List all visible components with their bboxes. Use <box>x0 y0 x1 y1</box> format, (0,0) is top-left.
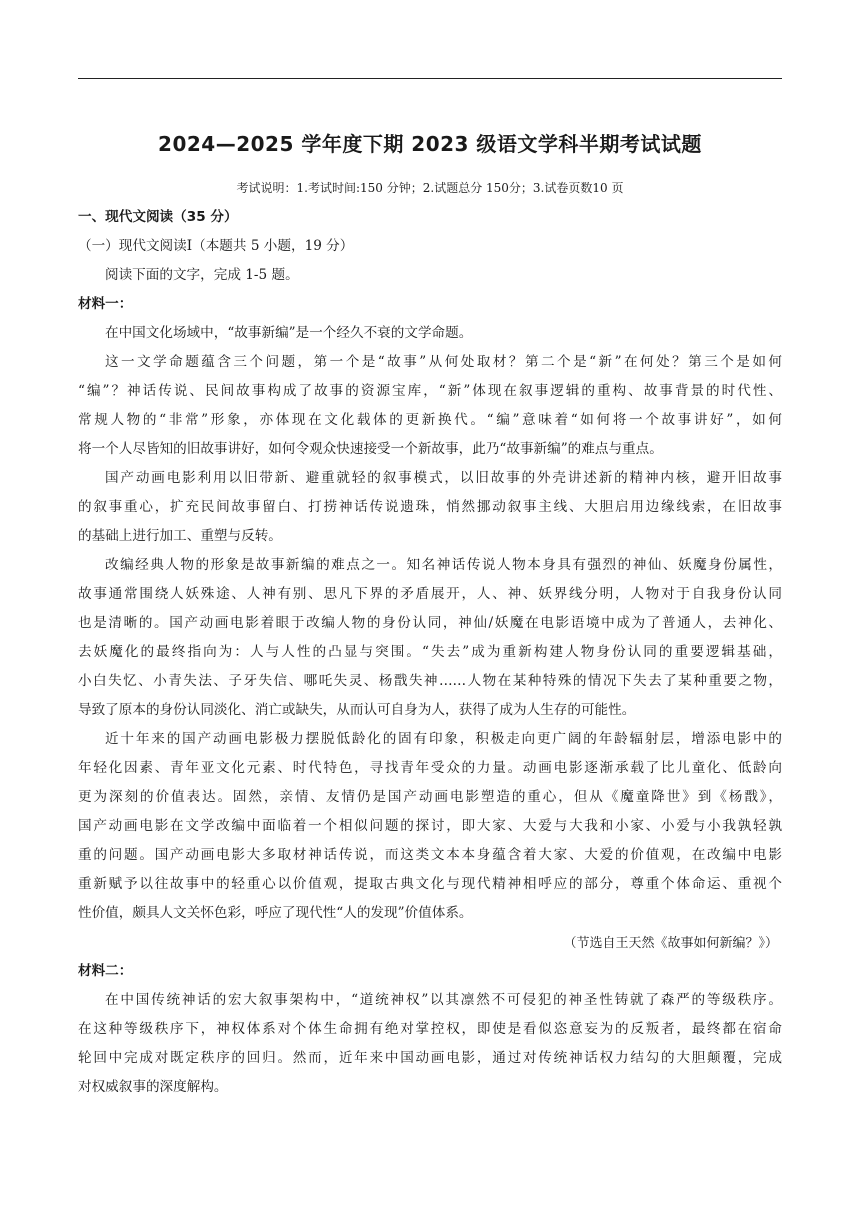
paragraph-line: 这一文学命题蕴含三个问题，第一个是“故事”从何处取材？第二个是“新”在何处？第三个是如何 <box>105 354 782 370</box>
paragraph-line: 将一个人尽皆知的旧故事讲好，如何令观众快速接受一个新故事，此乃“故事新编”的难点与重点。 <box>78 441 663 457</box>
paragraph-line: 在中国文化场域中，“故事新编”是一个经久不衰的文学命题。 <box>105 325 473 341</box>
paragraph-line: 近十年来的国产动画电影极力摆脱低龄化的固有印象，积极走向更广阔的年龄辐射层，增添电影中的 <box>105 731 782 747</box>
paragraph-line: 轮回中完成对既定秩序的回归。然而，近年来中国动画电影，通过对传统神话权力结勾的大胆颠覆，完成 <box>78 1050 782 1066</box>
paragraph-line: 的基础上进行加工、重塑与反转。 <box>78 528 282 544</box>
paragraph-line: 在中国传统神话的宏大叙事架构中，“道统神权”以其凛然不可侵犯的神圣性铸就了森严的等级秩序。 <box>105 992 782 1008</box>
material-two-label: 材料二： <box>78 963 133 979</box>
paragraph-line: 重的问题。国产动画电影大多取材神话传说，而这类文本本身蕴含着大家、大爱的价值观，在改编中电影 <box>78 847 782 863</box>
paragraph-line: 故事通常围绕人妖殊途、人神有别、思凡下界的矛盾展开，人、神、妖界线分明，人物对于自我身份认同 <box>78 586 782 602</box>
paragraph-line: 去妖魔化的最终指向为：人与人性的凸显与突围。“失去”成为重新构建人物身份认同的重要逻辑基础， <box>78 644 782 660</box>
material-one-label: 材料一： <box>78 296 133 312</box>
section-heading: 一、现代文阅读（35 分） <box>78 209 238 225</box>
paragraph-line: 国产动画电影在文学改编中面临着一个相似问题的探讨，即大家、大爱与大我和小家、小爱与小我孰轻孰 <box>78 818 782 834</box>
paragraph-line: 也是清晰的。国产动画电影着眼于改编人物的身份认同，神仙/妖魔在电影语境中成为了普通人，去神化、 <box>78 615 782 631</box>
material-one-source: （节选自王天然《故事如何新编？》） <box>563 936 778 951</box>
paragraph-line: 年轻化因素、青年亚文化元素、时代特色，寻找青年受众的力量。动画电影逐渐承载了比儿童化、低龄向 <box>78 760 782 776</box>
paragraph-line: 改编经典人物的形象是故事新编的难点之一。知名神话传说人物本身具有强烈的神仙、妖魔身份属性， <box>105 557 782 573</box>
paragraph-line: 性价值，颇具人文关怀色彩，呼应了现代性“人的发现”价值体系。 <box>78 905 473 921</box>
exam-title: 2024—2025 学年度下期 2023 级语文学科半期考试试题 <box>158 132 702 156</box>
paragraph-line: 更为深刻的价值表达。固然，亲情、友情仍是国产动画电影塑造的重心，但从《魔童降世》到《杨戬》， <box>78 789 782 805</box>
paragraph-line: 国产动画电影利用以旧带新、避重就轻的叙事模式，以旧故事的外壳讲述新的精神内核，避开旧故事 <box>105 470 782 486</box>
sub-heading: （一）现代文阅读Ⅰ（本题共 5 小题，19 分） <box>78 238 354 254</box>
paragraph-line: 的叙事重心，扩充民间故事留白、打捞神话传说遗珠，悄然挪动叙事主线、大胆启用边缘线索，在旧故事 <box>78 499 782 515</box>
exam-note: 考试说明：1.考试时间:150 分钟；2.试题总分 150分；3.试卷页数10 页 <box>236 181 624 195</box>
header-rule <box>78 78 782 79</box>
instruction: 阅读下面的文字，完成 1-5 题。 <box>105 267 299 283</box>
paragraph-line: 在这种等级秩序下，神权体系对个体生命拥有绝对掌控权，即使是看似恣意妄为的反叛者，最终都在宿命 <box>78 1021 782 1037</box>
paragraph-line: 重新赋予以往故事中的轻重心以价值观，提取古典文化与现代精神相呼应的部分，尊重个体命运、重视个 <box>78 876 782 892</box>
paragraph-line: 导致了原本的身份认同淡化、消亡或缺失，从而认可自身为人，获得了成为人生存的可能性。 <box>78 702 636 718</box>
paragraph-line: “编”？神话传说、民间故事构成了故事的资源宝库，“新”体现在叙事逻辑的重构、故事背景的时代性、 <box>78 383 782 399</box>
paragraph-line: 小白失忆、小青失法、子牙失信、哪吒失灵、杨戬失神……人物在某种特殊的情况下失去了某种重要之物， <box>78 673 782 689</box>
paragraph-line: 对权威叙事的深度解构。 <box>78 1079 228 1095</box>
paragraph-line: 常规人物的“非常”形象，亦体现在文化载体的更新换代。“编”意味着“如何将一个故事讲好”，如何 <box>78 412 782 428</box>
